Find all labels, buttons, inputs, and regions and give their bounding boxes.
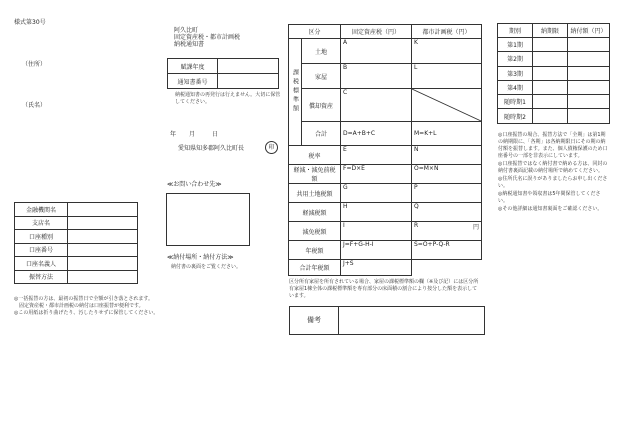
contact-label: ≪お問い合わせ先≫ bbox=[167, 181, 222, 188]
total-tax-label: 合計年税額 bbox=[289, 260, 341, 276]
seal-mark: 印 bbox=[265, 141, 278, 154]
bank-table bbox=[14, 202, 138, 284]
period-due-date bbox=[533, 66, 568, 80]
bank-row-label: 口座名義人 bbox=[15, 257, 68, 271]
period-row-label: 第1期 bbox=[498, 38, 533, 52]
period-row-label: 随時期1 bbox=[498, 95, 533, 109]
period-due-date bbox=[533, 109, 568, 123]
tax-row-label: 合計 bbox=[302, 122, 341, 146]
bank-row-value bbox=[68, 203, 138, 217]
period-note: ◎口座振替ではなく納付書で納める方は、同封の納付書裏面記載の納付場所で納めてください。 bbox=[498, 161, 608, 174]
tax-city-value: O=M×N bbox=[412, 165, 467, 184]
period-notes bbox=[498, 132, 610, 214]
date-day: 日 bbox=[212, 131, 219, 138]
date-year: 年 bbox=[170, 131, 177, 138]
period-due-date bbox=[533, 95, 568, 109]
tax-row-label: 土地 bbox=[302, 39, 341, 64]
tax-row-label: 償却資産 bbox=[302, 89, 341, 122]
period-head-due: 納期限 bbox=[533, 24, 568, 38]
tax-city-unit bbox=[467, 165, 482, 184]
tax-row-label: 減免税額 bbox=[289, 222, 341, 241]
period-amount bbox=[568, 80, 610, 94]
tax-fixed-value: I bbox=[341, 222, 412, 241]
tax-city-value: N bbox=[412, 146, 467, 165]
period-row bbox=[498, 95, 610, 109]
bank-row-value bbox=[68, 257, 138, 271]
period-row-label: 第4期 bbox=[498, 80, 533, 94]
period-due-date bbox=[533, 38, 568, 52]
notice-number-value bbox=[218, 74, 279, 89]
tax-fixed-value: C bbox=[341, 89, 412, 122]
period-amount bbox=[568, 38, 610, 52]
bank-row-label: 口座番号 bbox=[15, 243, 68, 257]
period-row bbox=[498, 38, 610, 52]
period-row-label: 第2期 bbox=[498, 52, 533, 66]
tax-note: 区分所有家屋を所有されている場合、家屋の課税標準額の欄（※及び記）には区分所有家屋1棟全体の課税標準額を専有部分の床面積の割合により按分した額を表示しています。 bbox=[289, 279, 479, 299]
tax-table bbox=[288, 24, 482, 276]
tax-row bbox=[289, 241, 482, 260]
notice-number-label: 通知書番号 bbox=[168, 74, 218, 89]
bank-row-value bbox=[68, 270, 138, 284]
bank-row bbox=[15, 216, 138, 230]
bank-row bbox=[15, 270, 138, 284]
tax-fixed-value: D=A+B+C bbox=[341, 122, 412, 146]
tax-fixed-value: E bbox=[341, 146, 412, 165]
tax-row-label: 軽減税額 bbox=[289, 203, 341, 222]
bank-row bbox=[15, 203, 138, 217]
period-note: ◎その他詳細は通知書裏面をご確認ください。 bbox=[498, 206, 603, 212]
period-row bbox=[498, 66, 610, 80]
notice-subtitle: 納税通知書 bbox=[174, 41, 205, 48]
tax-row-label: 共用土地税額 bbox=[289, 184, 341, 203]
period-head-amount: 納付額（円） bbox=[568, 24, 610, 38]
period-due-date bbox=[533, 80, 568, 94]
header bbox=[174, 27, 240, 48]
notice-title: 固定資産税・都市計画税 bbox=[174, 34, 241, 41]
tax-base-group: 課税標準額 bbox=[289, 39, 302, 146]
tax-fixed-value: H bbox=[341, 203, 412, 222]
period-row-label: 第3期 bbox=[498, 66, 533, 80]
tax-fixed-value: F=D×E bbox=[341, 165, 412, 184]
period-row bbox=[498, 52, 610, 66]
period-amount bbox=[568, 52, 610, 66]
date-month: 月 bbox=[189, 131, 196, 138]
tax-row bbox=[289, 184, 482, 203]
bank-row-label: 振替方法 bbox=[15, 270, 68, 284]
bank-row-label: 口座種別 bbox=[15, 230, 68, 244]
tax-row bbox=[289, 165, 482, 184]
bank-row-label: 金融機関名 bbox=[15, 203, 68, 217]
tax-city-value: Q bbox=[412, 203, 467, 222]
fiscal-year-label: 賦課年度 bbox=[168, 59, 218, 74]
tax-row bbox=[289, 146, 482, 165]
info-table bbox=[167, 58, 279, 89]
bank-row bbox=[15, 257, 138, 271]
tax-row-label: 税率 bbox=[289, 146, 341, 165]
remarks-box bbox=[289, 306, 485, 335]
total-tax-value: J+S bbox=[341, 260, 412, 276]
tax-row-label: 軽減・減免前税額 bbox=[289, 165, 341, 184]
period-row bbox=[498, 80, 610, 94]
tax-city-value: P bbox=[412, 184, 467, 203]
period-note: ◎住所氏名に誤りがありましたらお申し出ください。 bbox=[498, 176, 608, 189]
bank-note: ◎一括振替の方は、最初の振替日で全額が引き落とされます。 bbox=[14, 296, 153, 302]
tax-city-unit bbox=[467, 146, 482, 165]
period-due-date bbox=[533, 52, 568, 66]
bank-row bbox=[15, 243, 138, 257]
tax-city-unit bbox=[467, 184, 482, 203]
bank-row-value bbox=[68, 216, 138, 230]
tax-city-value: S=O+P-Q-R bbox=[412, 241, 467, 260]
tax-fixed-value: J=F+G-H-I bbox=[341, 241, 412, 260]
tax-row-label: 年税額 bbox=[289, 241, 341, 260]
tax-fixed-value: G bbox=[341, 184, 412, 203]
tax-head-fixed: 固定資産税（円） bbox=[341, 25, 412, 39]
tax-city-na-cell bbox=[412, 89, 482, 122]
town-name: 阿久比町 bbox=[174, 27, 199, 34]
address-label: （住所） bbox=[22, 61, 47, 68]
tax-city-unit: 円 bbox=[467, 222, 482, 241]
bank-notes bbox=[14, 296, 174, 317]
tax-city-value: M=K+L bbox=[412, 122, 482, 146]
period-note: ◎納税通知書や領収書は5年間保管してください。 bbox=[498, 191, 601, 204]
info-note: 納税通知書の再発行は行えません。大切に保管してください。 bbox=[175, 92, 281, 105]
tax-row bbox=[289, 203, 482, 222]
tax-head-category: 区分 bbox=[289, 25, 341, 39]
period-row bbox=[498, 109, 610, 123]
bank-note: ◎この用紙は折り曲げたり、汚したりせずに保管してください。 bbox=[14, 310, 159, 316]
bank-row-value bbox=[68, 230, 138, 244]
name-label: （氏名） bbox=[22, 102, 47, 109]
period-amount bbox=[568, 109, 610, 123]
period-row-label: 随時期2 bbox=[498, 109, 533, 123]
payplace-label: ≪納付場所・納付方法≫ bbox=[167, 254, 234, 261]
issuer-name: 愛知県知多郡阿久比町長 bbox=[178, 145, 245, 152]
diagonal-slash bbox=[412, 89, 481, 121]
period-note: ◎口座振替の場合、振替方法で「全期」は第1期の納期限に、「各期」は各納期限日にその期の納付額を振替します。また、個人債権保護のため口座番号の一部を非表示にしています。 bbox=[498, 132, 608, 159]
tax-fixed-value: A bbox=[341, 39, 412, 64]
tax-fixed-value: B bbox=[341, 64, 412, 89]
tax-city-value: L bbox=[412, 64, 482, 89]
tax-head-city: 都市計画税（円） bbox=[412, 25, 482, 39]
period-table bbox=[497, 23, 610, 124]
tax-row bbox=[289, 222, 482, 241]
bank-row-label: 支店名 bbox=[15, 216, 68, 230]
period-amount bbox=[568, 95, 610, 109]
contact-box bbox=[166, 193, 250, 246]
bank-row bbox=[15, 230, 138, 244]
tax-city-value: R bbox=[412, 222, 467, 241]
tax-row-label: 家屋 bbox=[302, 64, 341, 89]
form-number: 様式第30号 bbox=[14, 19, 46, 26]
bank-note: 固定資産税・都市計画税の納付は口座振替が便利です。 bbox=[14, 303, 144, 309]
fiscal-year-value bbox=[218, 59, 279, 74]
tax-city-value: K bbox=[412, 39, 482, 64]
period-head-term: 期別 bbox=[498, 24, 533, 38]
remarks-label: 備考 bbox=[290, 307, 339, 334]
tax-city-unit bbox=[467, 203, 482, 222]
period-amount bbox=[568, 66, 610, 80]
payplace-note: 納付書の裏面をご覧ください。 bbox=[171, 264, 242, 270]
tax-city-unit bbox=[467, 241, 482, 260]
bank-row-value bbox=[68, 243, 138, 257]
